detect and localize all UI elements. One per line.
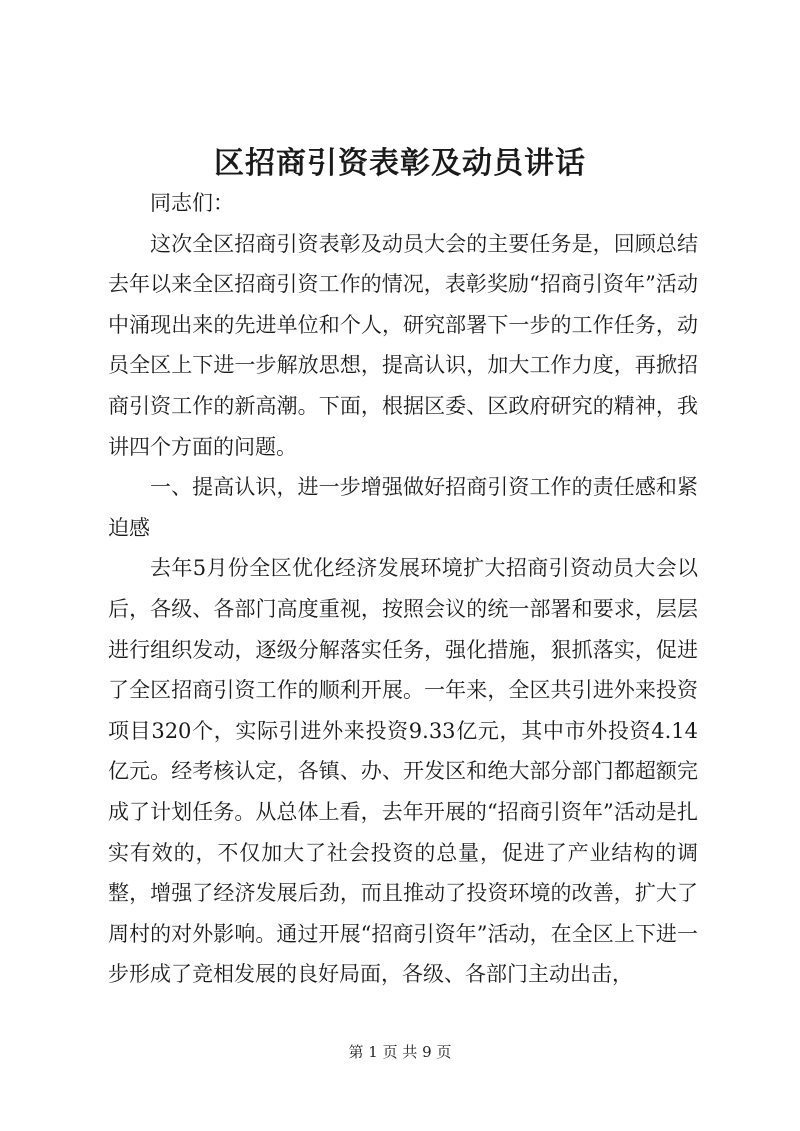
section-heading-1: 一、提高认识，进一步增强做好招商引资工作的责任感和紧迫感: [108, 475, 698, 540]
intro-paragraph: 这次全区招商引资表彰及动员大会的主要任务是，回顾总结去年以来全区招商引资工作的情况，表彰奖励“招商引资年”活动中涌现出来的先进单位和个人，研究部署下一步的工作任务，动员全区上下进一步解放思想，提高认识，加大工作力度，再掀招商引资工作的新高潮。下面，根据区委、区政府研究的精神，我讲四个方面的问题。: [108, 231, 698, 459]
body-paragraph: 去年5月份全区优化经济发展环境扩大招商引资动员大会以后，各级、各部门高度重视，按照会议的统一部署和要求，层层进行组织发动，逐级分解落实任务，强化措施，狠抓落实，促进了全区招商引资工作的顺利开展。一年来，全区共引进外来投资项目320个，实际引进外来投资9.33亿元，其中市外投资4.14亿元。经考核认定，各镇、办、开发区和绝大部分部门都超额完成了计划任务。从总体上看，去年开展的“招商引资年”活动是扎实有效的，不仅加大了社会投资的总量，促进了产业结构的调整，增强了经济发展后劲，而且推动了投资环境的改善，扩大了周村的对外影响。通过开展“招商引资年”活动，在全区上下进一步形成了竞相发展的良好局面，各级、各部门主动出击，: [108, 556, 698, 987]
page-footer: 第 1 页 共 9 页: [348, 1043, 452, 1061]
document-body: [108, 183, 698, 995]
salutation-paragraph: 同志们：: [150, 191, 234, 215]
document-title: 区招商引资表彰及动员讲话: [214, 146, 586, 181]
